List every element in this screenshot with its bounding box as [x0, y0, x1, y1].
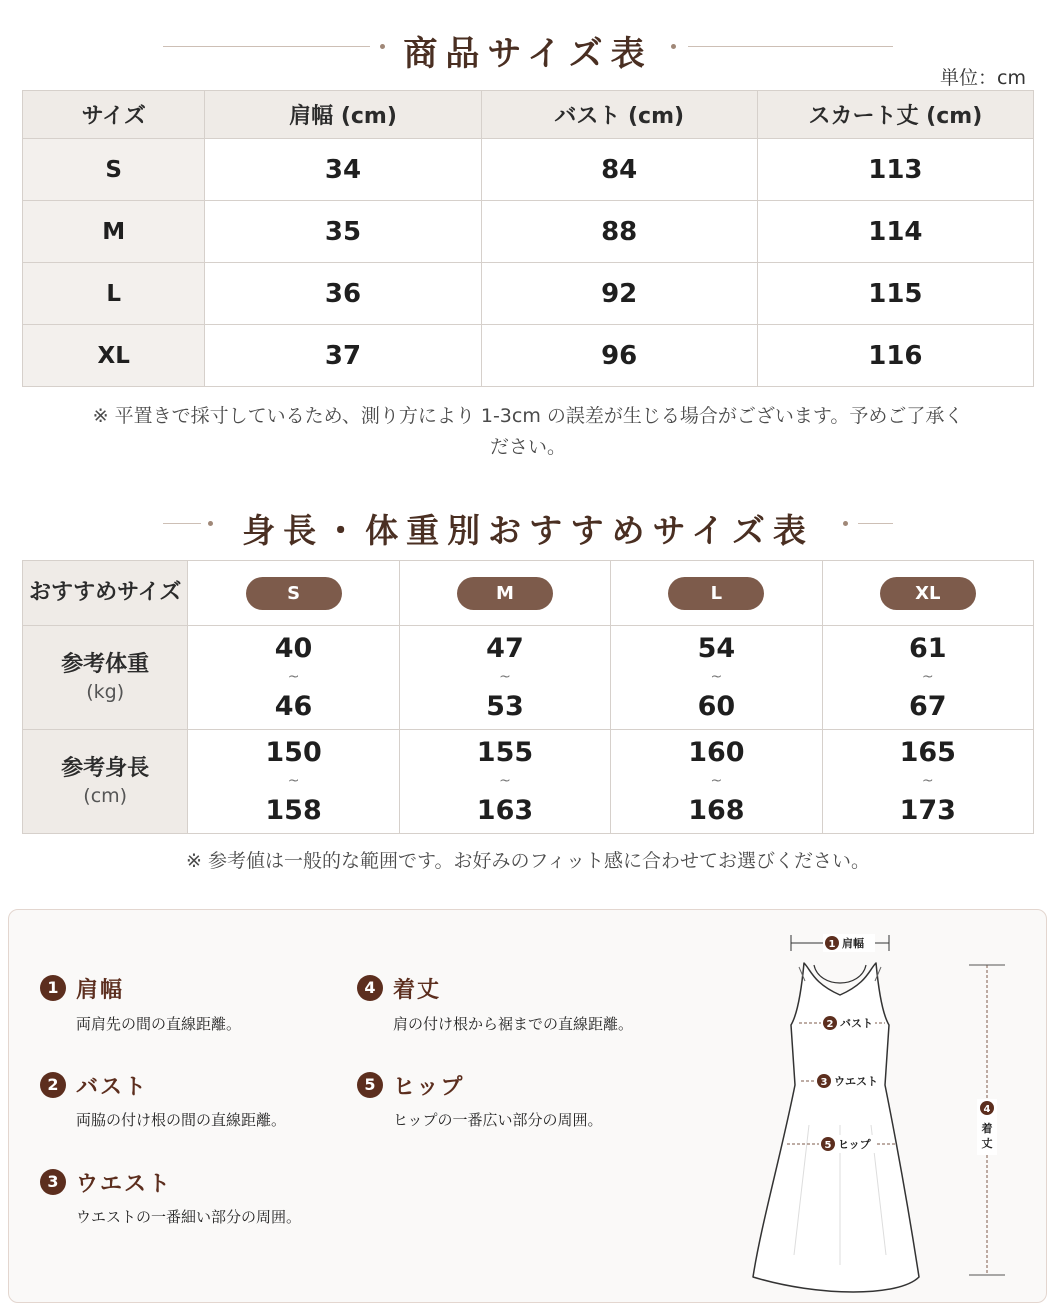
value-cell: 113: [757, 139, 1033, 201]
size-header-cell: スカート丈 (cm): [757, 91, 1033, 139]
diagram-bust-label: バスト: [840, 1017, 873, 1030]
size-pill-cell: [188, 561, 399, 626]
size-header-cell: 肩幅 (cm): [205, 91, 481, 139]
range-separator: ~: [499, 669, 511, 685]
recommend-table-title: 身長・体重別おすすめサイズ表: [242, 511, 814, 550]
measure-desc: ヒップの一番広い部分の周囲。: [393, 1111, 603, 1129]
size-note-line: ださい。: [489, 436, 566, 458]
table-row: [23, 626, 1034, 730]
range-min: 165: [899, 737, 956, 768]
size-pill: M: [457, 577, 553, 610]
range-separator: ~: [921, 773, 934, 789]
value-cell: 114: [757, 201, 1033, 263]
measurement-guide-card: [8, 909, 1047, 1303]
range-max: 163: [476, 795, 534, 826]
title-rule-right: [858, 523, 893, 524]
diagram-waist-label: ウエスト: [834, 1075, 878, 1088]
size-table-header: [23, 91, 1034, 139]
size-header-cell: サイズ: [23, 91, 205, 139]
range-separator: ~: [499, 773, 511, 789]
weight-label-cell: [23, 626, 188, 730]
size-cell: XL: [23, 325, 205, 387]
size-pill-cell: [611, 561, 822, 626]
value-cell: 37: [205, 325, 481, 387]
range-separator: ~: [287, 669, 300, 685]
weight-range-cell: [822, 626, 1033, 730]
table-row: [23, 263, 1034, 325]
number-badge: 2: [40, 1072, 66, 1098]
table-row: [23, 561, 1034, 626]
weight-range-cell: [399, 626, 610, 730]
diagram-length-label-1: 着: [981, 1122, 993, 1135]
weight-label: 参考体重: [61, 651, 150, 677]
size-note: [22, 401, 1034, 463]
diagram-hip-label: ヒップ: [838, 1138, 871, 1151]
range-separator: ~: [710, 773, 723, 789]
number-badge: 1: [40, 975, 66, 1001]
title-dot-right: [671, 44, 676, 49]
size-cell: S: [23, 139, 205, 201]
range-max: 173: [899, 795, 956, 826]
number-badge: 3: [40, 1169, 66, 1195]
height-range-cell: [188, 730, 399, 834]
measure-title: 肩幅: [76, 978, 125, 1003]
measure-title: ウエスト: [76, 1172, 173, 1197]
range-min: 150: [265, 737, 322, 768]
measure-title: バスト: [76, 1075, 149, 1100]
measure-title: 着丈: [393, 978, 442, 1003]
value-cell: 34: [205, 139, 481, 201]
weight-unit: (kg): [86, 680, 125, 703]
weight-range-cell: [188, 626, 399, 730]
size-pill-cell: [399, 561, 610, 626]
measure-desc: ウエストの一番細い部分の周囲。: [76, 1208, 302, 1226]
range-max: 67: [909, 691, 947, 722]
height-range-cell: [611, 730, 822, 834]
size-pill: XL: [880, 577, 976, 610]
measure-desc: 肩の付け根から裾までの直線距離。: [393, 1015, 634, 1033]
height-label-cell: [23, 730, 188, 834]
table-row: [23, 325, 1034, 387]
number-badge: 4: [357, 975, 383, 1001]
value-cell: 88: [481, 201, 757, 263]
range-min: 61: [909, 633, 947, 664]
range-separator: ~: [287, 773, 300, 789]
range-max: 46: [274, 691, 313, 722]
recommend-table: [22, 560, 1034, 834]
range-min: 160: [688, 737, 745, 768]
badge-number: 4: [983, 1104, 991, 1115]
dress-outline-icon: [753, 963, 919, 1292]
diagram-shoulder-label: 肩幅: [842, 937, 864, 950]
size-pill: S: [246, 577, 342, 610]
range-max: 60: [697, 691, 736, 722]
height-range-cell: [399, 730, 610, 834]
range-min: 47: [486, 633, 524, 664]
unit-label: 単位：cm: [940, 67, 1026, 89]
size-cell: L: [23, 263, 205, 325]
number-badge: 5: [357, 1072, 383, 1098]
height-range-cell: [822, 730, 1033, 834]
measure-desc: 両脇の付け根の間の直線距離。: [76, 1111, 287, 1129]
size-note-line: ※ 平置きで採寸しているため、測り方により 1-3cm の誤差が生じる場合がございます。予めご了承く: [92, 405, 964, 427]
range-separator: ~: [710, 669, 723, 685]
size-table: [22, 90, 1034, 387]
table-row: [23, 139, 1034, 201]
badge-number: 1: [828, 939, 836, 950]
range-max: 158: [265, 795, 322, 826]
height-label: 参考身長: [61, 755, 150, 781]
value-cell: 36: [205, 263, 481, 325]
diagram-length-label-2: 丈: [981, 1137, 993, 1150]
title-rule-right: [688, 46, 893, 47]
table-row: [23, 201, 1034, 263]
value-cell: 115: [757, 263, 1033, 325]
measure-desc: 両肩先の間の直線距離。: [76, 1015, 242, 1033]
value-cell: 35: [205, 201, 481, 263]
value-cell: 116: [757, 325, 1033, 387]
height-unit: (cm): [83, 784, 128, 807]
range-separator: ~: [921, 669, 934, 685]
badge-number: 3: [820, 1077, 828, 1088]
range-min: 40: [274, 633, 313, 664]
dress-diagram: [739, 925, 1029, 1295]
neckline: [814, 965, 866, 983]
range-max: 168: [688, 795, 745, 826]
size-header-cell: バスト (cm): [481, 91, 757, 139]
table-row: [23, 730, 1034, 834]
measure-title: ヒップ: [393, 1075, 465, 1100]
badge-number: 5: [824, 1140, 832, 1151]
value-cell: 84: [481, 139, 757, 201]
size-table-title: 商品サイズ表: [403, 34, 653, 74]
weight-range-cell: [611, 626, 822, 730]
size-cell: M: [23, 201, 205, 263]
range-max: 53: [486, 691, 524, 722]
value-cell: 92: [481, 263, 757, 325]
title-dot-right: [843, 521, 848, 526]
recommend-size-label: おすすめサイズ: [23, 561, 188, 626]
recommend-note: ※ 参考値は一般的な範囲です。お好みのフィット感に合わせてお選びください。: [186, 850, 870, 872]
range-min: 155: [476, 737, 534, 768]
range-min: 54: [697, 633, 736, 664]
value-cell: 96: [481, 325, 757, 387]
badge-number: 2: [826, 1019, 834, 1030]
size-pill-cell: [822, 561, 1033, 626]
size-pill: L: [668, 577, 764, 610]
